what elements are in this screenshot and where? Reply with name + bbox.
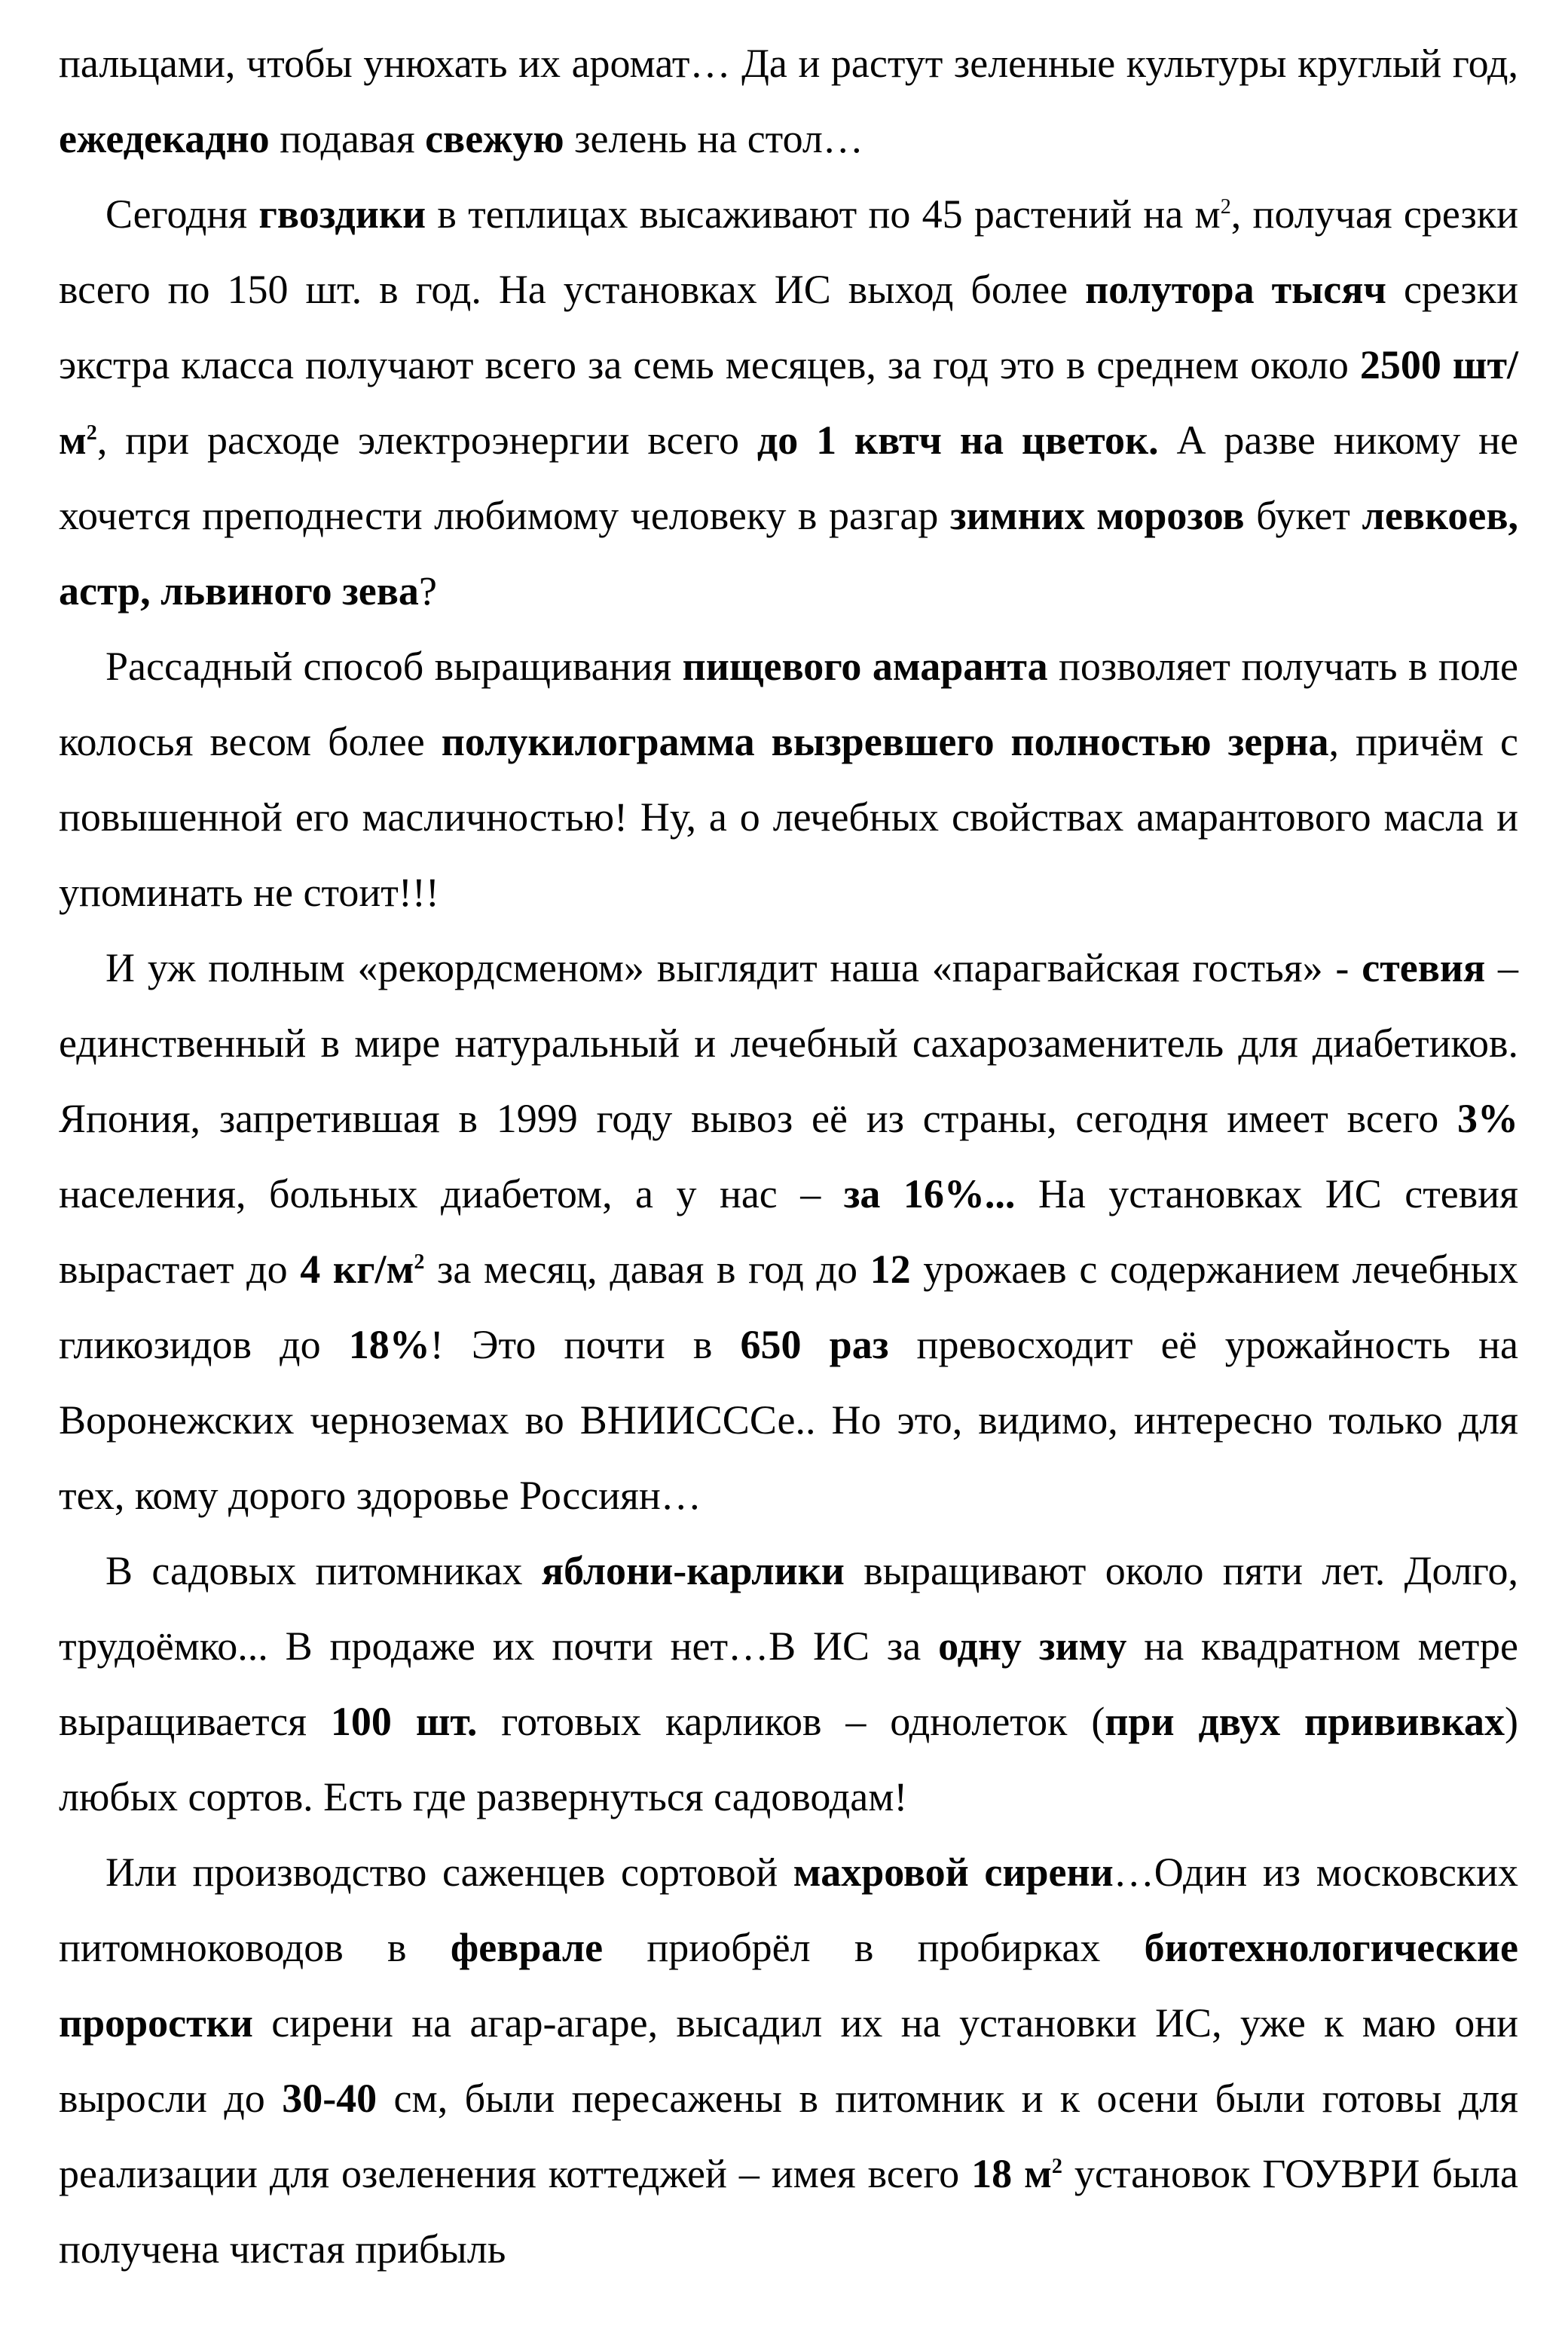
text-run-bold: 18 м — [971, 2151, 1052, 2196]
text-run-bold: одну зиму — [938, 1623, 1127, 1669]
text-run-bold: свежую — [425, 116, 564, 161]
text-run: ? — [418, 568, 437, 614]
text-run: , получая срезки всего по 150 шт. в год. На установках ИС выход более — [59, 191, 1518, 312]
paragraph — [59, 176, 1518, 629]
text-run-bold: биотехнологические проростки — [59, 1925, 1518, 2046]
text-run: ) любых сортов. Есть где развернуться садоводам! — [59, 1699, 1518, 1819]
text-run: – единственный в мире натуральный и лечебный сахарозаменитель для диабетиков. Япония, запретившая в 1999 году вывоз её из страны, сегодня имеет всего — [59, 945, 1519, 1141]
text-run: зелень на стол… — [564, 116, 863, 161]
text-run: срезки экстра класса получают всего за семь месяцев, за год это в среднем около — [59, 267, 1518, 387]
text-run: приобрёл в пробирках — [603, 1925, 1145, 1970]
text-run-bold: 650 раз — [740, 1322, 889, 1367]
text-run-bold: пищевого амаранта — [682, 644, 1048, 689]
text-run-bold: левкоев, астр, львиного зева — [59, 493, 1518, 614]
document-text — [59, 26, 1518, 2287]
text-run-bold: 30-40 — [282, 2076, 377, 2121]
text-run-bold: 3% — [1457, 1096, 1518, 1141]
text-run: букет — [1244, 493, 1362, 538]
text-run: см, были пересажены в питомник и к осени были готовы для реализации для озеленения коттеджей – имея всего — [59, 2076, 1518, 2196]
text-run: превосходит её урожайность на Воронежских черноземах во ВНИИСССе.. Но это, видимо, интересно только для тех, кому дорого здоровье Россиян… — [59, 1322, 1519, 1518]
text-run: , при расходе электроэнергии всего — [96, 418, 757, 463]
text-run: ! Это почти в — [429, 1322, 741, 1367]
text-run-bold: гвоздики — [258, 191, 426, 237]
text-run: позволяет получать в поле колосья весом более — [59, 644, 1519, 764]
text-run-bold: яблони-карлики — [541, 1548, 845, 1593]
text-run: готовых карликов – однолеток ( — [477, 1699, 1105, 1744]
text-run: установок ГОУВРИ была получена чистая прибыль — [59, 2151, 1518, 2272]
text-run-bold: 100 шт. — [330, 1699, 478, 1744]
paragraph — [59, 26, 1518, 176]
text-run: сирени на агар-агаре, высадил их на установки ИС, уже к маю они выросли до — [59, 2000, 1518, 2121]
text-run-bold: 2 — [1051, 2155, 1062, 2178]
text-run-bold: 12 — [870, 1247, 911, 1292]
text-run-bold: 2 — [86, 421, 97, 445]
text-run: населения, больных диабетом, а у нас – — [59, 1171, 844, 1216]
text-run-bold: зимних морозов — [949, 493, 1245, 538]
text-run-bold: стевия — [1362, 945, 1486, 990]
text-run: А разве никому не хочется преподнести любимому человеку в разгар — [59, 418, 1519, 538]
text-run-bold: за 16%... — [843, 1171, 1016, 1216]
text-run: Сегодня — [105, 191, 259, 237]
text-run: Или производство саженцев сортовой — [105, 1850, 793, 1895]
text-run: И уж полным «рекордсменом» выглядит наша «парагвайская гостья» - — [105, 945, 1362, 990]
paragraph — [59, 1835, 1518, 2287]
text-run: На установках ИС стевия вырастает до — [59, 1171, 1518, 1292]
text-run-bold: 4 кг/м — [300, 1247, 414, 1292]
text-run-bold: полутора тысяч — [1085, 267, 1386, 312]
text-run: выращивают около пяти лет. Долго, трудоёмко... В продаже их почти нет…В ИС за — [59, 1548, 1518, 1669]
text-run: урожаев с содержанием лечебных гликозидов до — [59, 1247, 1519, 1367]
text-run-bold: ежедекадно — [59, 116, 270, 161]
text-run-bold: полукилограмма вызревшего полностью зерна — [441, 719, 1329, 764]
text-run-bold: феврале — [450, 1925, 604, 1970]
text-run-bold: 18% — [348, 1322, 430, 1367]
text-run: …Один из московских питомноководов в — [59, 1850, 1518, 1970]
text-run-bold: 2500 шт/м — [59, 342, 1519, 463]
text-run: В садовых питомниках — [105, 1548, 542, 1593]
paragraph — [59, 930, 1518, 1533]
text-run-bold: до 1 квтч на цветок. — [756, 418, 1159, 463]
paragraph — [59, 1533, 1518, 1835]
text-run: за месяц, давая в год до — [424, 1247, 870, 1292]
text-run: в теплицах высаживают по 45 растений на м — [426, 191, 1221, 237]
text-run: , причём с повышенной его масличностью! Ну, а о лечебных свойствах амарантового масла и упоминать не стоит!!! — [59, 719, 1519, 915]
text-run-bold: 2 — [414, 1250, 425, 1274]
paragraph — [59, 629, 1518, 930]
text-run: подавая — [269, 116, 426, 161]
text-run: Рассадный способ выращивания — [105, 644, 683, 689]
text-run: пальцами, чтобы унюхать их аромат… Да и растут зеленные культуры круглый год, — [59, 41, 1518, 86]
text-run: на квадратном метре выращивается — [59, 1623, 1518, 1744]
text-run-bold: махровой сирени — [793, 1850, 1114, 1895]
text-run: 2 — [1220, 195, 1231, 219]
text-run-bold: при двух прививках — [1105, 1699, 1505, 1744]
